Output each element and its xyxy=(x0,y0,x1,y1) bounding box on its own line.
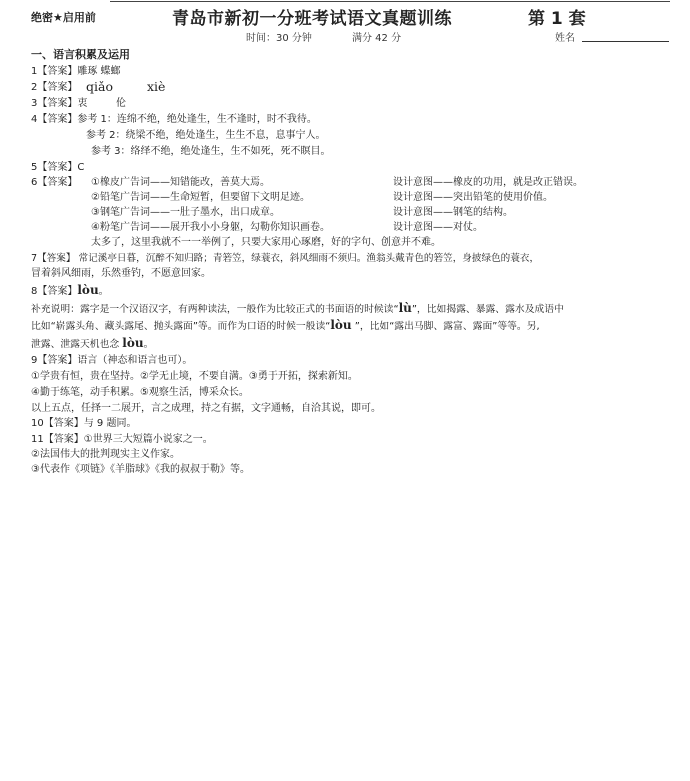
answer-4 xyxy=(31,113,317,126)
answer-label: 4【答案】 xyxy=(31,114,78,125)
pinyin-answer: lòu xyxy=(77,283,99,297)
intent-line-4: 设计意图——对仗。 xyxy=(393,222,483,233)
intent-line-3: 设计意图——钢笔的结构。 xyxy=(393,207,513,218)
section-heading: 一、语言积累及运用 xyxy=(31,48,130,61)
intent-line-2: 设计意图——突出铅笔的使用价值。 xyxy=(393,192,553,203)
set-number: 第 1 套 xyxy=(528,9,586,29)
answer-9-line-1: ①学贵有恒，贵在坚持。②学无止境，不要自满。③勇于开拓，探索新知。 xyxy=(31,371,358,382)
answer-ref-3: 参考 3：络绎不绝，绝处逢生，生不如死，死不瞑目。 xyxy=(91,146,331,157)
ad-line-1: ①橡皮广告词——知错能改，善莫大焉。 xyxy=(91,177,270,188)
answer-label: 2【答案】 xyxy=(31,82,78,93)
answer-text: 语言（神态和语言也可）。 xyxy=(77,355,193,366)
intent-line-1: 设计意图——橡皮的功用，就是改正错误。 xyxy=(393,177,583,188)
answer-label: 10【答案】 xyxy=(31,418,84,429)
answer-text: C xyxy=(77,162,85,173)
pinyin-2: xiè xyxy=(147,79,166,94)
top-rule xyxy=(110,1,670,2)
confidential-label: 绝密★启用前 xyxy=(31,11,96,24)
pinyin-lu: lù xyxy=(398,301,412,315)
answer-11 xyxy=(31,433,213,446)
answer-1 xyxy=(31,65,121,78)
supplement-text: 泄露、泄露天机也念 xyxy=(31,339,123,350)
answer-7 xyxy=(31,252,539,265)
supplement-line-1 xyxy=(31,302,564,316)
total-score: 满分 42 分 xyxy=(352,33,402,44)
supplement-line-2 xyxy=(31,319,540,333)
answer-label: 11【答案】 xyxy=(31,434,84,445)
supplement-text: ”，比如揭露、暴露、露水及成语中 xyxy=(411,304,564,315)
exam-title: 青岛市新初一分班考试语文真题训练 xyxy=(172,9,452,29)
answer-label: 5【答案】 xyxy=(31,162,78,173)
supplement-text: 。 xyxy=(143,339,154,350)
answer-text: 雕琢 蝶螂 xyxy=(77,66,121,77)
answer-11-line-3: ③代表作《项链》《羊脂球》《我的叔叔于勒》等。 xyxy=(31,464,250,475)
supplement-text: ”，比如“露出马脚、露富、露面”等等。另, xyxy=(351,321,540,332)
pinyin-lou-2: lòu xyxy=(122,336,144,350)
ad-line-2: ②铅笔广告词——生命短暂，但要留下文明足迹。 xyxy=(91,192,310,203)
pinyin-lou: lòu xyxy=(330,318,352,332)
answer-text: 常记溪亭日暮，沉醉不知归路；青箬笠，绿蓑衣，斜风细雨不须归。渔翁头戴青色的箬笠，身披绿色的蓑衣， xyxy=(78,253,540,264)
answer-2 xyxy=(31,81,77,94)
answer-label: 3【答案】 xyxy=(31,98,78,109)
ad-line-4: ④粉笔广告词——展开我小小身躯，勾勒你知识画卷。 xyxy=(91,222,330,233)
pinyin-1: qiǎo xyxy=(86,79,113,94)
answer-6-note: 太多了，这里我就不一一举例了，只要大家用心琢磨，好的字句、创意并不难。 xyxy=(91,237,441,248)
answer-8 xyxy=(31,284,109,298)
answer-9-line-2: ④勤于练笔，动手积累。⑤观察生活，博采众长。 xyxy=(31,387,249,398)
answer-label: 9【答案】 xyxy=(31,355,78,366)
answer-3 xyxy=(31,97,126,110)
answer-10 xyxy=(31,417,136,430)
answer-11-line-2: ②法国伟大的批判现实主义作家。 xyxy=(31,449,180,460)
answer-7-cont: 冒着斜风细雨，乐然垂钓，不愿意回家。 xyxy=(31,268,211,279)
name-label: 姓名 xyxy=(555,33,575,44)
supplement-text: 比如“崭露头角、藏头露尾、抛头露面”等。而作为口语的时候一般读“ xyxy=(31,321,331,332)
ad-line-3: ③钢笔广告词——一肚子墨水，出口成章。 xyxy=(91,207,280,218)
answer-9-line-3: 以上五点，任择一二展开，言之成理，持之有据，文字通畅，自洽其说，即可。 xyxy=(31,403,381,414)
answer-text: ①世界三大短篇小说家之一。 xyxy=(83,434,213,445)
supplement-text: 补充说明：露字是一个汉语汉字，有两种读法，一般作为比较正式的书面语的时候读“ xyxy=(31,304,399,315)
answer-9 xyxy=(31,354,192,367)
answer-label: 8【答案】 xyxy=(31,286,78,297)
answer-text: 与 9 题同。 xyxy=(83,418,137,429)
punctuation: 。 xyxy=(98,286,109,297)
answer-6-label: 6【答案】 xyxy=(31,177,78,188)
time-limit: 时间：30 分钟 xyxy=(246,33,312,44)
answer-ref-1: 参考 1：连绵不绝，绝处逢生，生不逢时，时不我待。 xyxy=(77,114,317,125)
answer-label: 7【答案】 xyxy=(31,253,76,264)
name-blank xyxy=(582,41,669,42)
answer-5 xyxy=(31,161,84,174)
answer-text: 衷 伦 xyxy=(77,98,126,109)
answer-ref-2: 参考 2：绕梁不绝，绝处逢生，生生不息，息事宁人。 xyxy=(86,130,326,141)
supplement-line-3 xyxy=(31,337,153,351)
answer-label: 1【答案】 xyxy=(31,66,78,77)
